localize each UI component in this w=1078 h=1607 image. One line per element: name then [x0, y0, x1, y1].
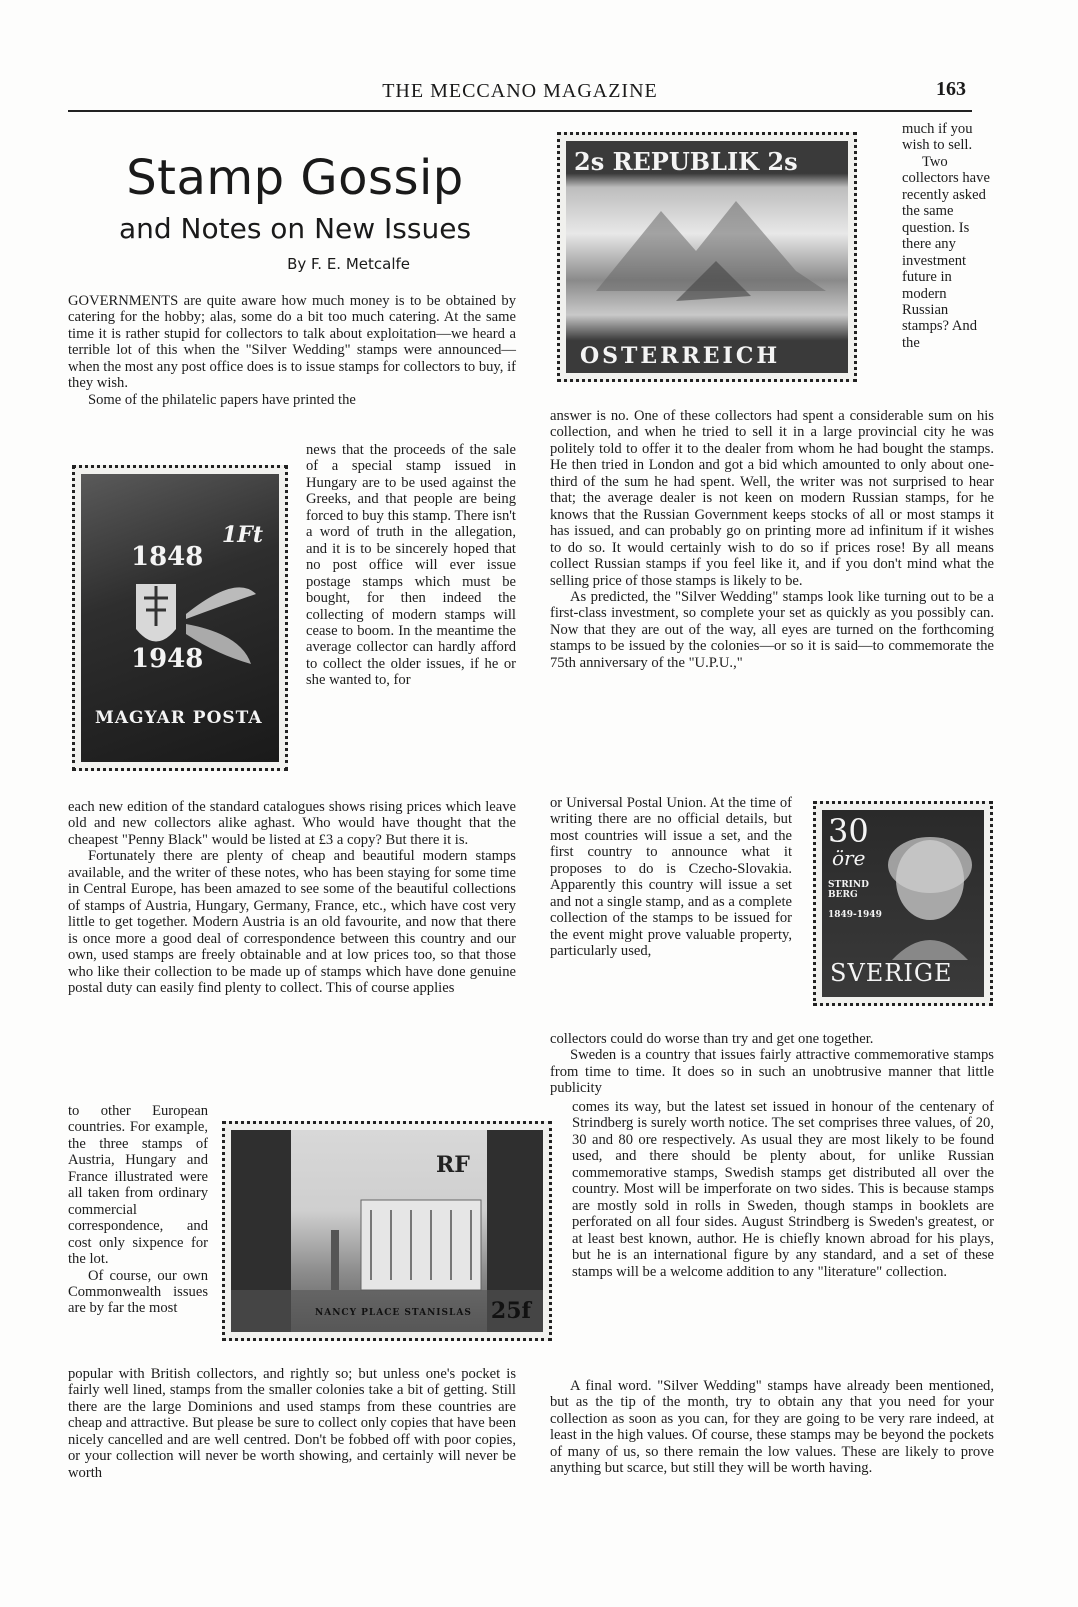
col2-upper	[550, 408, 994, 671]
stamp-monogram: RF	[436, 1152, 470, 1178]
page-header	[68, 78, 972, 112]
paragraph: Two collectors have recently asked the same question. Is there any investment future in modern Russian stamps? And the	[902, 153, 990, 351]
article-subtitle: and Notes on New Issues	[118, 212, 472, 245]
paragraph: answer is no. One of these collectors had spent a considerable sum on his collection, and when he tried to sell it in a large provincial city he was politely told to offer it to the dealer from whom he had bought the stamps. He then tried in London and got a bid which amounted to only about one-third of the sum he had spent. Well, the writer was not surprised to hear that; the average dealer is not keen on modern Russian stamps, for he knows that the Russian Government keeps stocks of all or most stamps it has issued, and can probably go on printing more ad infinitum if it wishes to do so. It would certainly wish to do so if prices rose! By all means collect Russian stamps if you feel like it, and if you don't mind what the selling price of those stamps is likely to be.	[550, 408, 994, 589]
paragraph: Fortunately there are plenty of cheap and beautiful modern stamps available, and the writer of these notes, who has been staying for some time in Central Europe, has been amazed to see some of the beautiful collections of stamps of Austria, Hungary, Germany, France, etc., which have cost very little to get together. Modern Austria is an old favourite, and now that there is once more a good deal of correspondence between this country and our own, used stamps are freely obtainable and at low prices too, so that those who like their collection to be made up of stamps which have done genuine postal duty can easily find plenty to collect. This of course applies	[68, 848, 516, 996]
stamp-caption: NANCY PLACE STANISLAS	[315, 1308, 472, 1318]
paragraph: each new edition of the standard catalogues shows rising prices which leave old and new collectors alike aghast. Who would have thought that the cheapest "Penny Black" would be listed at £3 a copy? But there it is.	[68, 799, 516, 848]
col1-intro	[68, 293, 516, 408]
stamp-top-text: 2s REPUBLIK 2s	[574, 147, 798, 176]
col1-end	[68, 1366, 516, 1481]
paragraph: Some of the philatelic papers have printed the	[88, 391, 356, 408]
paragraph: popular with British collectors, and rightly so; but unless one's pocket is fairly well lined, stamps from the smaller colonies take a bit of getting. Still there are the large Dominions and used stamps from these countries are cheap and attractive. But please be sure to collect only copies that have been nicely cancelled and are well centred. Don't be fobbed off with poor copies, or your collection will never be worth showing, and certainly will never be worth	[68, 1366, 516, 1481]
col1-middle	[68, 799, 516, 996]
austria-stamp-image	[557, 132, 857, 382]
magazine-title: THE MECCANO MAGAZINE	[382, 80, 658, 102]
stamp-country: OSTERREICH	[580, 343, 781, 369]
hungary-stamp-image	[72, 465, 288, 771]
stamp-name: STRIND BERG	[828, 880, 869, 900]
article-byline: By F. E. Metcalfe	[287, 255, 410, 273]
paragraph: GOVERNMENTS are quite aware how much money is to be obtained by catering for the hobby; alas, some do a bit too much catering. At the same time it is rather stupid for collectors to talk about exploitation—we heard a terrible lot of this when the "Silver Wedding" stamps were announced—when the most any post office does is to issue stamps for collectors to buy, if they wish.	[68, 293, 516, 392]
col1-wrap-hungary	[306, 442, 516, 689]
stamp-years: 1849-1949	[828, 910, 882, 920]
paragraph: comes its way, but the latest set issued in honour of the centenary of Strindberg is surely worth notice. The set comprises three values, of 20, 30 and 80 ore respectively. As usual they are most likely to be found used, and there should be plenty about, for unlike Russian commemorative stamps, Swedish stamps get distributed all over the country. Most will be imperforate on two sides. This is because stamps are mostly sold in rolls in Sweden, though stamps in booklets are perforated on all four sides. August Strindberg is Sweden's greatest, or at least best known, author. He is chiefly known abroad for his plays, but he is an international figure by any standard, and a set of these stamps will be a welcome addition to any "literature" collection.	[572, 1099, 994, 1280]
paragraph: or Universal Postal Union. At the time of writing there are no official details, but most countries will issue a set, and the first country to announce what it proposes to do is Czecho-Slovakia. Apparently this country will issue a set and not a single stamp, and as a complete collection of the stamps to be issued for the event might prove valuable property, particularly used,	[550, 795, 792, 960]
article-title: Stamp Gossip	[126, 150, 464, 206]
stamp-country: SVERIGE	[830, 959, 953, 987]
col2-middle	[550, 1031, 994, 1097]
paragraph: to other European countries. For example, the three stamps of Austria, Hungary and France illustrated were all taken from ordinary commercial correspondence, and cost only sixpence for the lot.	[68, 1103, 208, 1268]
paragraph: As predicted, the "Silver Wedding" stamps look like turning out to be a first-class investment, so complete your set as quickly as you possibly can. Now that they are out of the way, all eyes are turned on the forthcoming stamps to be issued by the colonies—or so it is said—to commemorate the 75th anniversary of the "U.P.U.,"	[550, 588, 994, 671]
stamp-value: 25f	[490, 1298, 531, 1324]
col1-wrap-france	[68, 1103, 208, 1317]
stamp-year-top: 1848	[131, 542, 204, 572]
paragraph: collectors could do worse than try and get one together.	[550, 1031, 874, 1047]
col2-wrap-sweden	[550, 795, 792, 960]
france-stamp-image	[222, 1121, 552, 1341]
sweden-stamp-image	[813, 801, 993, 1006]
paragraph: A final word. "Silver Wedding" stamps have already been mentioned, but as the tip of the month, try to obtain any that you need for your collection as soon as you can, for they are going to be very rare indeed, at least in the high values. Of course, these stamps may be beyond the pockets of many of us, so there remain the low values. These are likely to prove anything but scarce, but still they will be worth having.	[550, 1378, 994, 1477]
page-number: 163	[936, 78, 966, 100]
stamp-country: MAGYAR POSTA	[95, 708, 263, 728]
paragraph: Of course, our own Commonwealth issues are by far the most	[68, 1267, 208, 1317]
col2-final	[550, 1378, 994, 1477]
col2-lower	[572, 1099, 994, 1280]
stamp-unit: öre	[832, 846, 866, 870]
stamp-year-bottom: 1948	[131, 644, 204, 674]
col2-wrap-austria	[902, 121, 994, 351]
article-headline	[70, 150, 520, 273]
paragraph: Sweden is a country that issues fairly attractive commemorative stamps from time to time. It does so in such an unobtrusive manner that little publicity	[550, 1047, 994, 1097]
paragraph: much if you wish to sell.	[902, 121, 973, 154]
paragraph: news that the proceeds of the sale of a special stamp issued in Hungary are to be used against the Greeks, and that people are being forced to buy this stamp. There isn't a word of truth in the allegation, and it is to be sincerely hoped that no post office will ever issue postage stamps which must be bought, for then indeed the collecting of modern stamps will cease to boom. In the meantime the average collector can hardly afford to collect the older issues, if he or she wanted to, for	[306, 442, 516, 689]
stamp-value: 30	[828, 812, 869, 850]
stamp-value: 1Ft	[221, 522, 263, 548]
